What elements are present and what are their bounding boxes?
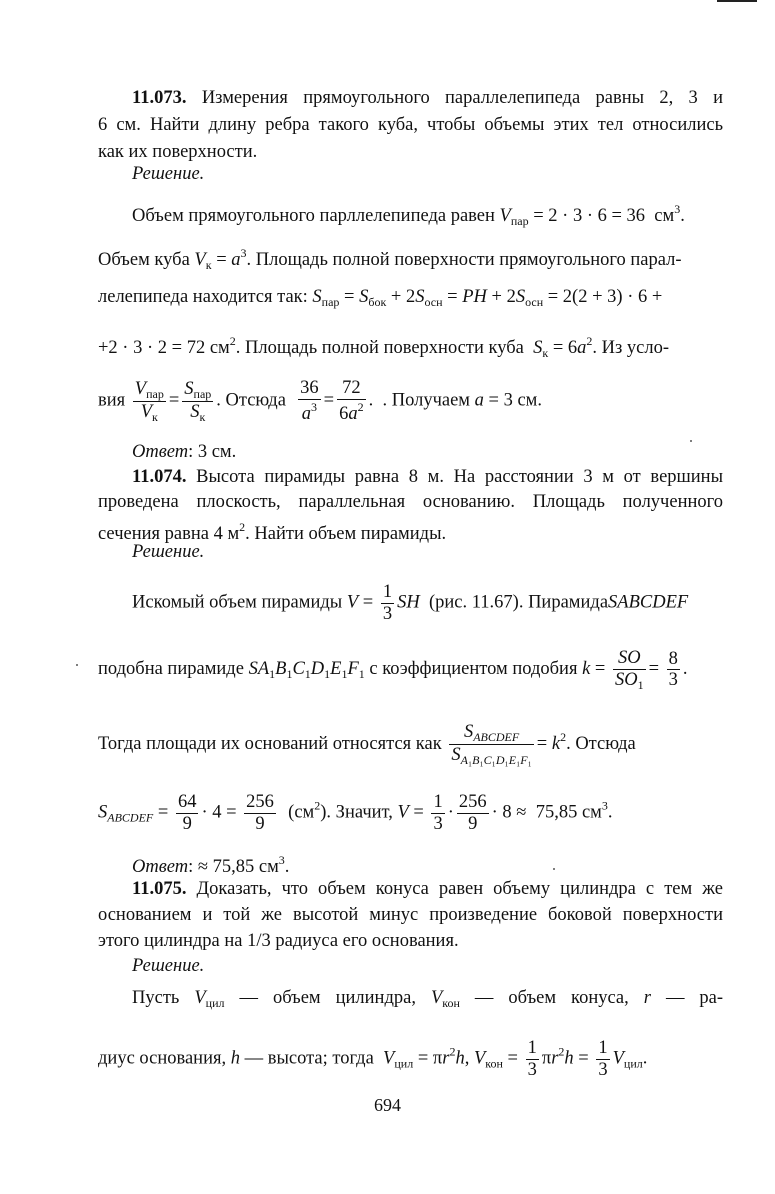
ratio-volumes: $\frac{V_{пар}}{V_к}$ bbox=[134, 378, 164, 424]
solution-11-073-line-3: лелепипеда находится так: $S_{пар} = S_{бок} + 2S_{осн}$ = PH + $2S_{осн} = 2(2 + 3) \cdot 6$ + bbox=[98, 287, 663, 309]
scan-speck bbox=[690, 440, 692, 442]
problem-11-074-line-1: 11.074. Высота пирамиды равна 8 м. На расстоянии 3 м от вершины bbox=[132, 467, 723, 487]
solution-label: Решение. bbox=[132, 956, 205, 976]
scan-speck bbox=[553, 868, 555, 870]
answer-11-074: Ответ: ≈ 75,85 $см^3$. bbox=[132, 853, 290, 877]
problem-11-073-line-2: 6 см. Найти длину ребра такого куба, чтобы объемы этих тел относились bbox=[98, 115, 723, 135]
solution-11-073-line-2: Объем куба $V_к = a^3$. Площадь полной поверхности прямоугольного парал- bbox=[98, 246, 682, 272]
solution-11-074-line-3: Тогда площади их оснований относятся как $\frac{S_{ABCDEF}}{S_{A_1B_1C_1D_1E_1F_1}}$ = $k^2$. Отсюда bbox=[98, 722, 636, 767]
problem-11-075-line-2: основанием и той же высотой минус произведение боковой поверхности bbox=[98, 905, 723, 925]
problem-11-074-line-2: проведена плоскость, параллельная основанию. Площадь полученного bbox=[98, 492, 723, 512]
problem-number: 11.074. bbox=[132, 467, 187, 487]
solution-11-073-line-1: Объем прямоугольного парллелепипеда равен $V_{пар} = 2 \cdot 3 \cdot 6 = 36$ $см^3$. bbox=[132, 202, 685, 228]
scan-edge-mark bbox=[717, 0, 757, 2]
problem-number: 11.075. bbox=[132, 879, 187, 899]
solution-11-075-line-1: Пусть $V_{цил}$ — объем цилиндра, $V_{кон}$ — объем конуса, r — ра- bbox=[132, 988, 724, 1010]
solution-11-074-line-1: Искомый объем пирамиды V = $\frac{1}{3}$ SH (рис. 11.67). ПирамидаSABCDEF bbox=[132, 582, 689, 624]
solution-label: Решение. bbox=[132, 164, 205, 184]
problem-11-074-line-3: сечения равна 4 $м^2$. Найти объем пирамиды. bbox=[98, 520, 447, 544]
problem-11-073-line-3: как их поверхности. bbox=[98, 142, 258, 162]
problem-11-075-line-1: 11.075. Доказать, что объем конуса равен объему цилиндра с тем же bbox=[132, 879, 723, 899]
solution-label: Решение. bbox=[132, 542, 205, 562]
solution-11-073-line-4: +2 · 3 · 2 = 72 $см^2$. Площадь полной поверхности куба $S_к = 6a^2$. Из усло- bbox=[98, 334, 670, 360]
page-number: 694 bbox=[374, 1095, 401, 1115]
solution-11-073-line-5: вия $\frac{V_{пар}}{V_к}$ = $\frac{S_{пар}}{S_к}$ . Отсюда $\frac{36}{a^3}$ = $\frac{72}{6a^2}$ . . Получаем a = 3 см. bbox=[98, 378, 543, 424]
solution-11-074-line-2: подобна пирамиде $SA_1B_1C_1D_1E_1F_1$ с коэффициентом подобия k = $\frac{SO}{SO_1}$ = $\frac{8}{3}$ . bbox=[98, 648, 688, 692]
solution-11-074-line-4: $S_{ABCDEF}$ = $\frac{64}{9}$ · 4 = $\frac{256}{9}$ $(см^2)$. Значит, V = $\frac{1}{3}$ · $\frac{256}{9}$ · 8 ≈ 75,85 $см^3$. bbox=[98, 792, 613, 834]
solution-11-075-line-2: диус основания, h — высота; тогда $V_{цил} = \pi r^2h$, $V_{кон}$ = $\frac{1}{3}$ $\pi r^2h$ = $\frac{1}{3}$ $V_{цил}$. bbox=[98, 1038, 648, 1080]
problem-11-075-line-3: этого цилиндра на 1/3 радиуса его основания. bbox=[98, 931, 459, 951]
ratio-surfaces: $\frac{S_{пар}}{S_к}$ bbox=[184, 378, 212, 424]
problem-number: 11.073. bbox=[132, 88, 187, 108]
answer-11-073: Ответ: 3 см. bbox=[132, 442, 237, 462]
problem-11-073-line-1: 11.073. Измерения прямоугольного параллелепипеда равны 2, 3 и bbox=[132, 88, 723, 108]
scan-speck bbox=[76, 664, 78, 666]
